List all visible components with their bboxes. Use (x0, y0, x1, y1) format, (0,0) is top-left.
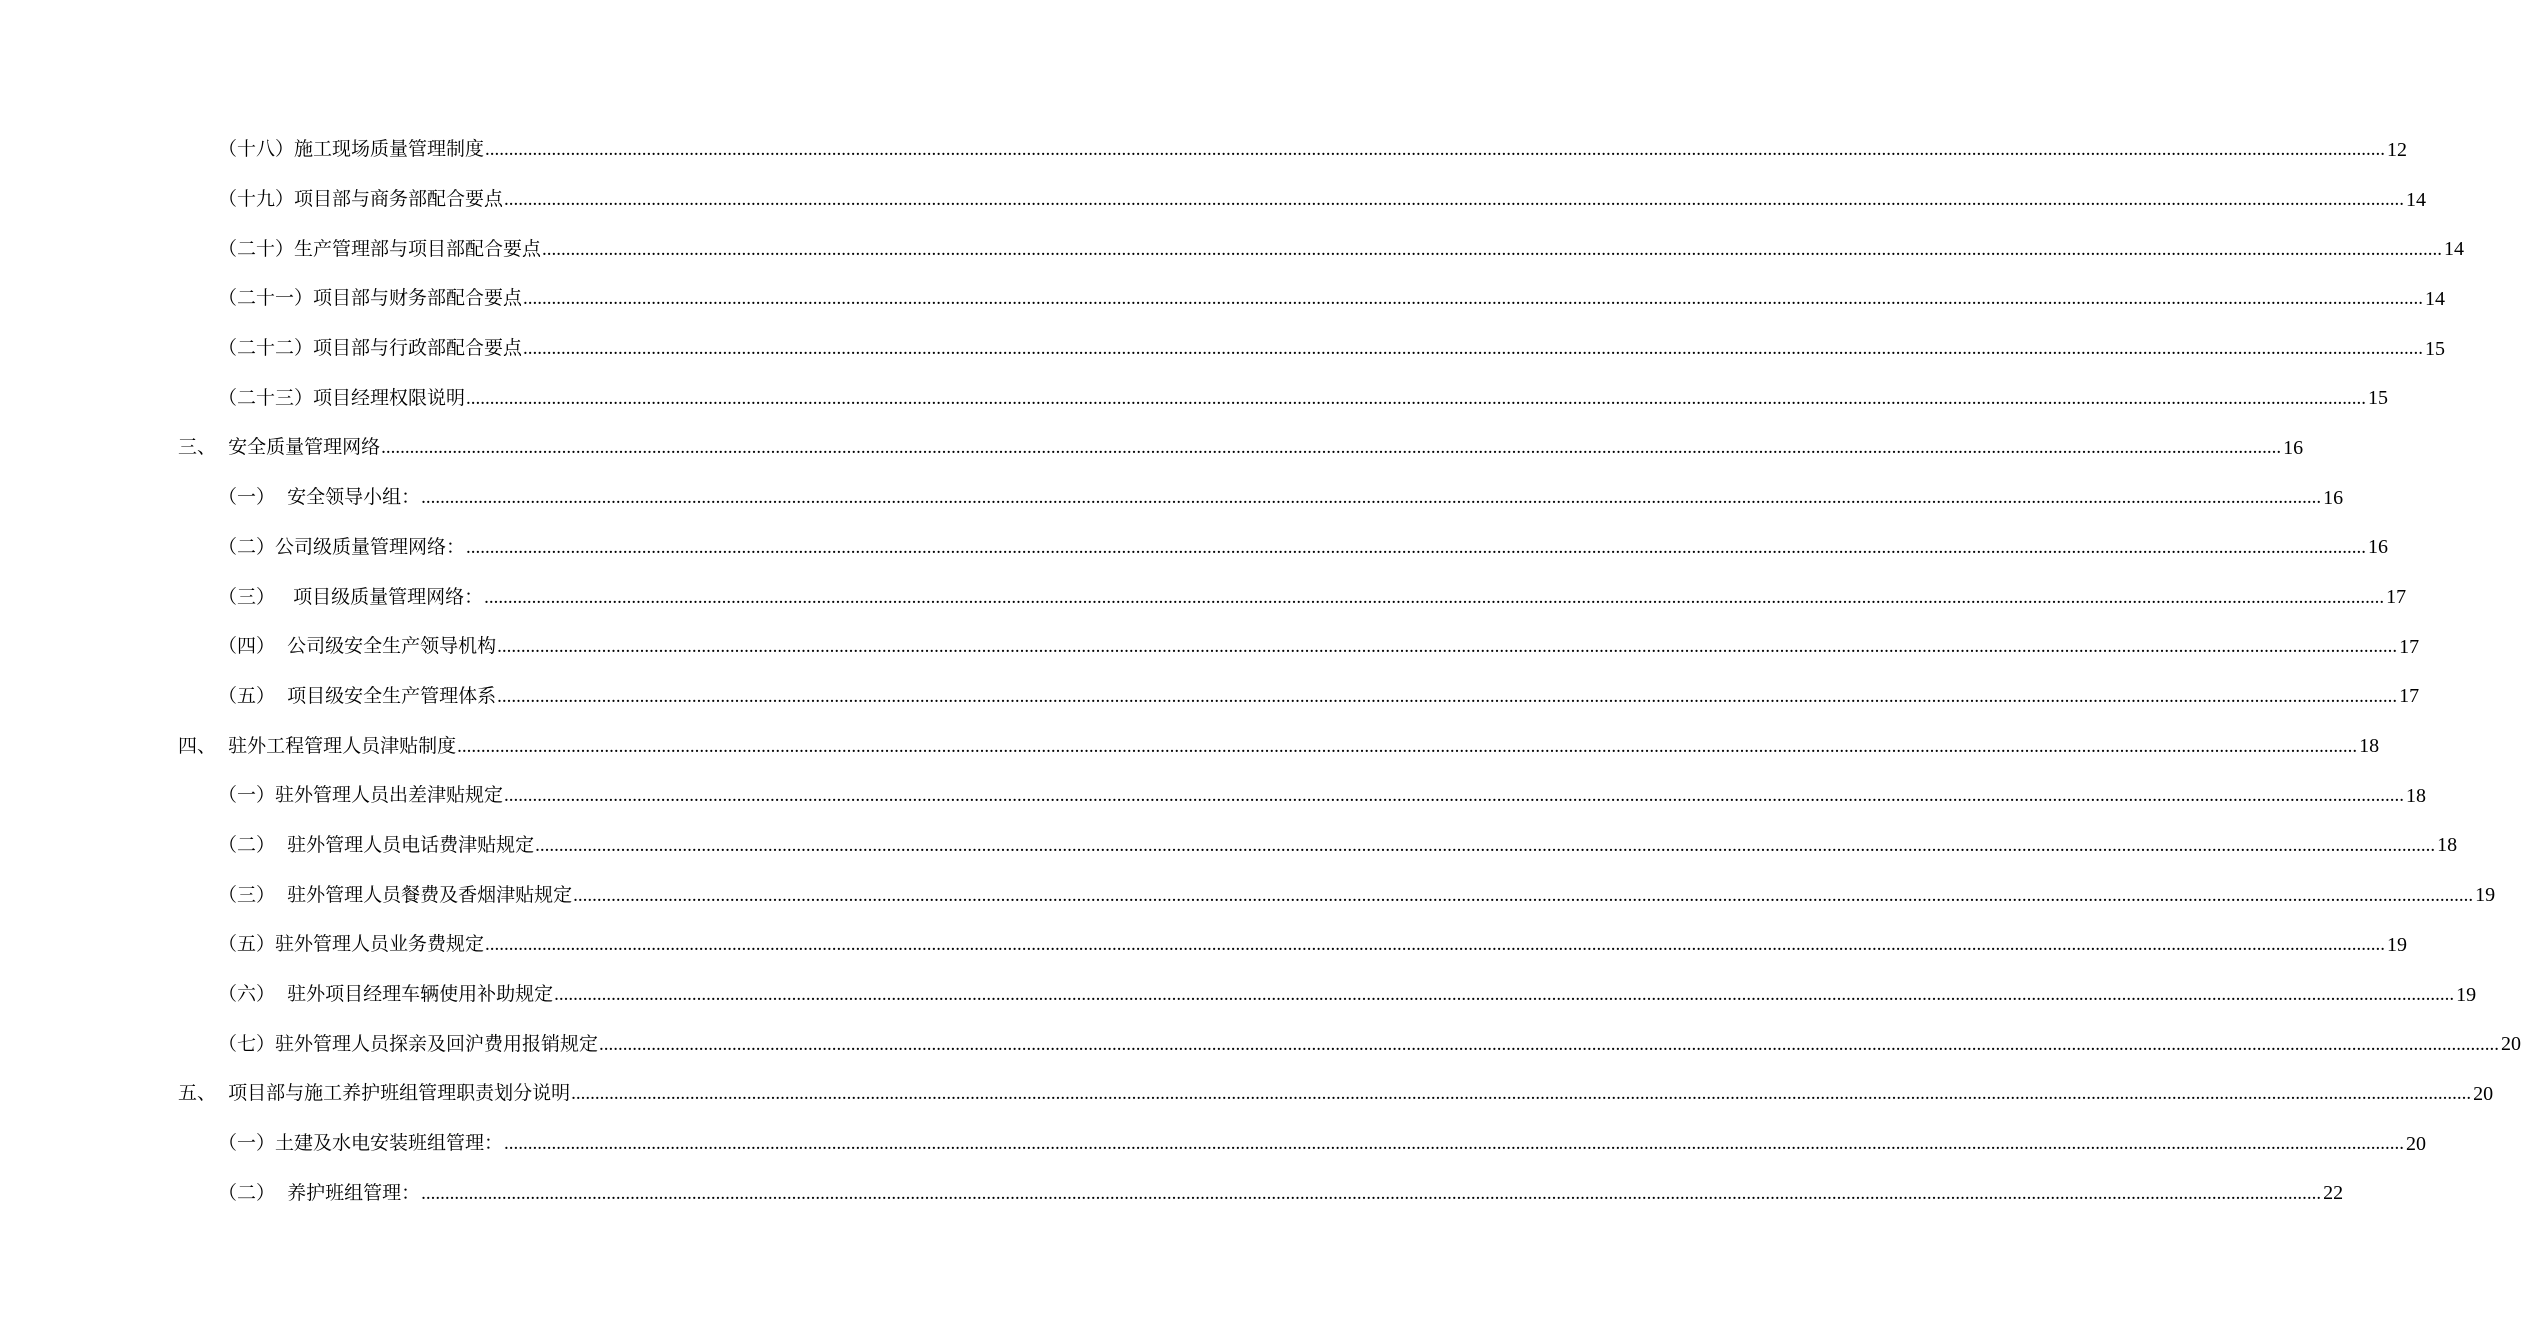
toc-dot-leader: ................................................................................................................................................................................................................................................................................................................................................................................................................ (523, 288, 2424, 310)
toc-entry-content (218, 175, 2427, 225)
toc-subsection-entry[interactable] (0, 1119, 2427, 1169)
toc-page-number: 17 (2399, 635, 2420, 658)
toc-page-number: 16 (2323, 486, 2344, 509)
toc-page-number: 12 (2387, 138, 2408, 161)
toc-entry-title: 三、 安全质量管理网络 (178, 436, 381, 459)
toc-entry-title: （二） 养护班组管理： (218, 1181, 421, 1204)
toc-page-number: 17 (2399, 685, 2420, 708)
toc-dot-leader: ................................................................................................................................................................................................................................................................................................................................................................................................................ (535, 834, 2436, 856)
toc-subsection-entry[interactable] (0, 1019, 2521, 1069)
toc-page-number: 14 (2444, 238, 2465, 261)
toc-dot-leader: ................................................................................................................................................................................................................................................................................................................................................................................................................ (573, 884, 2474, 906)
toc-dot-leader: ................................................................................................................................................................................................................................................................................................................................................................................................................ (421, 1182, 2322, 1204)
toc-subsection-entry[interactable] (0, 970, 2477, 1020)
toc-section-entry[interactable] (0, 721, 2380, 771)
toc-entry-title: 四、 驻外工程管理人员津贴制度 (178, 734, 457, 757)
toc-entry-content (218, 920, 2408, 970)
toc-entry-content (218, 224, 2465, 274)
toc-entry-content (178, 721, 2380, 771)
toc-subsection-entry[interactable] (0, 870, 2496, 920)
toc-entry-title: （十九）项目部与商务部配合要点 (218, 188, 504, 211)
toc-subsection-entry[interactable] (0, 1168, 2344, 1218)
toc-entry-content (218, 771, 2427, 821)
toc-entry-title: （七）驻外管理人员探亲及回沪费用报销规定 (218, 1032, 599, 1055)
toc-entry-content (218, 1119, 2427, 1169)
toc-subsection-entry[interactable] (0, 274, 2446, 324)
toc-entry-title: （二十一）项目部与财务部配合要点 (218, 287, 523, 310)
toc-entry-title: （三） 项目级质量管理网络： (218, 585, 484, 608)
toc-dot-leader: ................................................................................................................................................................................................................................................................................................................................................................................................................ (571, 1083, 2472, 1105)
toc-entry-title: （一）土建及水电安装班组管理： (218, 1132, 504, 1155)
toc-entry-content (218, 572, 2407, 622)
toc-dot-leader: ................................................................................................................................................................................................................................................................................................................................................................................................................ (421, 487, 2322, 509)
toc-page-number: 16 (2368, 536, 2389, 559)
toc-subsection-entry[interactable] (0, 224, 2465, 274)
toc-entry-content (178, 423, 2304, 473)
toc-subsection-entry[interactable] (0, 821, 2458, 871)
toc-entry-content (218, 622, 2420, 672)
toc-subsection-entry[interactable] (0, 523, 2389, 573)
toc-entry-title: （二十）生产管理部与项目部配合要点 (218, 237, 542, 260)
toc-entry-content (218, 523, 2389, 573)
toc-dot-leader: ................................................................................................................................................................................................................................................................................................................................................................................................................ (599, 1033, 2500, 1055)
toc-dot-leader: ................................................................................................................................................................................................................................................................................................................................................................................................................ (554, 984, 2455, 1006)
toc-subsection-entry[interactable] (0, 125, 2408, 175)
toc-page-number: 14 (2425, 287, 2446, 310)
toc-entry-title: （一）驻外管理人员出差津贴规定 (218, 784, 504, 807)
toc-dot-leader: ................................................................................................................................................................................................................................................................................................................................................................................................................ (504, 189, 2405, 211)
toc-page-number: 20 (2473, 1082, 2494, 1105)
toc-entry-title: 五、 项目部与施工养护班组管理职责划分说明 (178, 1082, 571, 1105)
toc-entry-content (218, 821, 2458, 871)
toc-subsection-entry[interactable] (0, 373, 2389, 423)
toc-entry-title: （六） 驻外项目经理车辆使用补助规定 (218, 983, 554, 1006)
toc-page-number: 18 (2406, 784, 2427, 807)
toc-page-number: 19 (2475, 884, 2496, 907)
toc-entry-title: （三） 驻外管理人员餐费及香烟津贴规定 (218, 883, 573, 906)
toc-page-number: 19 (2456, 983, 2477, 1006)
toc-page-number: 20 (2501, 1033, 2521, 1056)
toc-dot-leader: ................................................................................................................................................................................................................................................................................................................................................................................................................ (523, 338, 2424, 360)
toc-section-entry[interactable] (0, 1069, 2494, 1119)
toc-dot-leader: ................................................................................................................................................................................................................................................................................................................................................................................................................ (504, 1133, 2405, 1155)
toc-entry-title: （十八）施工现场质量管理制度 (218, 138, 485, 161)
toc-page-number: 20 (2406, 1132, 2427, 1155)
toc-dot-leader: ................................................................................................................................................................................................................................................................................................................................................................................................................ (457, 735, 2358, 757)
toc-page-number: 17 (2386, 586, 2407, 609)
toc-subsection-entry[interactable] (0, 572, 2407, 622)
toc-page-number: 15 (2425, 337, 2446, 360)
toc-dot-leader: ................................................................................................................................................................................................................................................................................................................................................................................................................ (381, 437, 2282, 459)
toc-dot-leader: ................................................................................................................................................................................................................................................................................................................................................................................................................ (542, 238, 2443, 260)
toc-subsection-entry[interactable] (0, 672, 2420, 722)
toc-entry-title: （二） 驻外管理人员电话费津贴规定 (218, 833, 535, 856)
toc-page-number: 22 (2323, 1182, 2344, 1205)
toc-entry-content (218, 324, 2446, 374)
toc-subsection-entry[interactable] (0, 920, 2408, 970)
toc-subsection-entry[interactable] (0, 175, 2427, 225)
toc-dot-leader: ................................................................................................................................................................................................................................................................................................................................................................................................................ (466, 387, 2367, 409)
toc-dot-leader: ................................................................................................................................................................................................................................................................................................................................................................................................................ (484, 586, 2385, 608)
toc-entry-content (218, 672, 2420, 722)
toc-entry-title: （四） 公司级安全生产领导机构 (218, 635, 497, 658)
toc-page-number: 16 (2283, 436, 2304, 459)
toc-entry-title: （二十二）项目部与行政部配合要点 (218, 337, 523, 360)
toc-entry-content (218, 125, 2408, 175)
table-of-contents (0, 125, 2521, 1218)
toc-entry-content (218, 1019, 2521, 1069)
toc-entry-title: （五）驻外管理人员业务费规定 (218, 933, 485, 956)
toc-entry-content (218, 373, 2389, 423)
toc-entry-title: （一） 安全领导小组： (218, 486, 421, 509)
toc-dot-leader: ................................................................................................................................................................................................................................................................................................................................................................................................................ (497, 685, 2398, 707)
toc-entry-title: （二十三）项目经理权限说明 (218, 386, 466, 409)
toc-entry-title: （五） 项目级安全生产管理体系 (218, 684, 497, 707)
toc-page-number: 18 (2359, 735, 2380, 758)
toc-page-number: 19 (2387, 933, 2408, 956)
toc-entry-content (218, 870, 2496, 920)
toc-entry-content (218, 1168, 2344, 1218)
toc-dot-leader: ................................................................................................................................................................................................................................................................................................................................................................................................................ (497, 636, 2398, 658)
toc-entry-content (178, 1069, 2494, 1119)
toc-entry-content (218, 274, 2446, 324)
toc-dot-leader: ................................................................................................................................................................................................................................................................................................................................................................................................................ (485, 139, 2386, 161)
toc-subsection-entry[interactable] (0, 771, 2427, 821)
toc-subsection-entry[interactable] (0, 324, 2446, 374)
toc-dot-leader: ................................................................................................................................................................................................................................................................................................................................................................................................................ (485, 934, 2386, 956)
toc-subsection-entry[interactable] (0, 622, 2420, 672)
toc-dot-leader: ................................................................................................................................................................................................................................................................................................................................................................................................................ (504, 785, 2405, 807)
toc-entry-content (218, 473, 2344, 523)
toc-section-entry[interactable] (0, 423, 2304, 473)
toc-page-number: 18 (2437, 834, 2458, 857)
toc-entry-content (218, 970, 2477, 1020)
toc-dot-leader: ................................................................................................................................................................................................................................................................................................................................................................................................................ (466, 536, 2367, 558)
toc-entry-title: （二）公司级质量管理网络： (218, 535, 466, 558)
toc-subsection-entry[interactable] (0, 473, 2344, 523)
toc-page-number: 14 (2406, 188, 2427, 211)
toc-page-number: 15 (2368, 387, 2389, 410)
